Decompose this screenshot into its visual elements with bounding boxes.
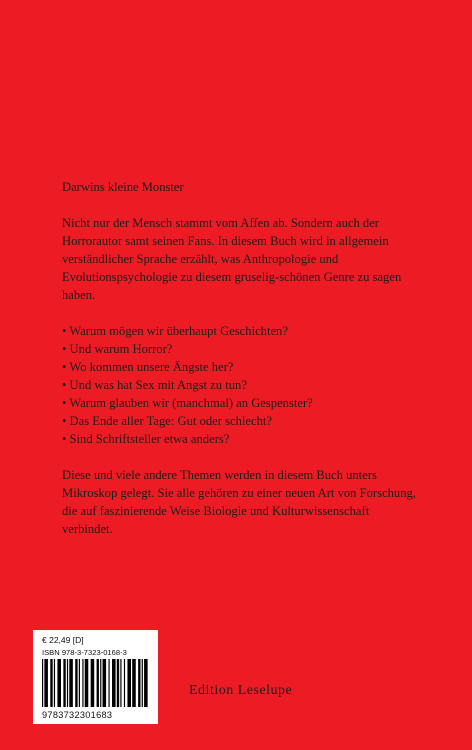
barcode-bar (42, 659, 43, 707)
blurb (62, 178, 422, 556)
question-list (62, 322, 422, 448)
list-item: • Warum glauben wir (manchmal) an Gespenster? (62, 396, 313, 410)
barcode-number: 9783732301683 (42, 710, 113, 720)
barcode-bar (144, 659, 148, 707)
barcode-bar (67, 659, 68, 707)
barcode-bar (63, 659, 65, 707)
barcode-bar (120, 659, 121, 707)
list-item: • Warum mögen wir überhaupt Geschichten? (62, 324, 288, 338)
barcode-bar (75, 659, 77, 707)
list-item: • Und was hat Sex mit Angst zu tun? (62, 378, 247, 392)
barcode-bar (117, 659, 119, 707)
barcode-bar (103, 659, 107, 707)
barcode-bars (42, 659, 150, 707)
price-text: € 22,49 [D] (42, 635, 84, 645)
barcode-bar (127, 659, 131, 707)
barcode-bar (69, 659, 73, 707)
barcode-bar (100, 659, 101, 707)
barcode-bar (79, 659, 80, 707)
barcode-bar (82, 659, 83, 707)
book-title: Darwins kleine Monster (62, 180, 184, 194)
barcode-label (33, 630, 158, 724)
barcode-bar (108, 659, 109, 707)
list-item: • Und warum Horror? (62, 342, 173, 356)
list-item: • Wo kommen unsere Ängste her? (62, 360, 234, 374)
barcode-bar (132, 659, 136, 707)
barcode-bar (124, 659, 125, 707)
barcode-bar (57, 659, 61, 707)
barcode-bar (97, 659, 99, 707)
isbn-text: ISBN 978-3-7323-0168-3 (42, 648, 127, 657)
barcode-bar (138, 659, 140, 707)
closing-paragraph: Diese und viele andere Themen werden in diesem Buch unters Mikroskop gelegt. Sie alle gehören zu einer neuen Art von Forschung, die auf faszinierende Weise Biologie und Kulturwissenschaft verbindet. (62, 468, 416, 536)
barcode-bar (44, 659, 48, 707)
barcode-bar (85, 659, 89, 707)
barcode-bar (50, 659, 52, 707)
barcode-bar (54, 659, 55, 707)
barcode-bar (91, 659, 95, 707)
barcode-bar (112, 659, 116, 707)
intro-paragraph: Nicht nur der Mensch stammt vom Affen ab. Sondern auch der Horrorautor samt seinen Fans. In diesem Buch wird in allgemein verständlicher Sprache erzählt, was Anthropologie und Evolutionspsychologie zu diesem gruselig-schönen Genre zu sagen haben. (62, 216, 402, 302)
publisher-name: Edition Leselupe (189, 683, 293, 698)
list-item: • Sind Schriftsteller etwa anders? (62, 432, 230, 446)
list-item: • Das Ende aller Tage: Gut oder schlecht? (62, 414, 272, 428)
barcode-bar (142, 659, 143, 707)
